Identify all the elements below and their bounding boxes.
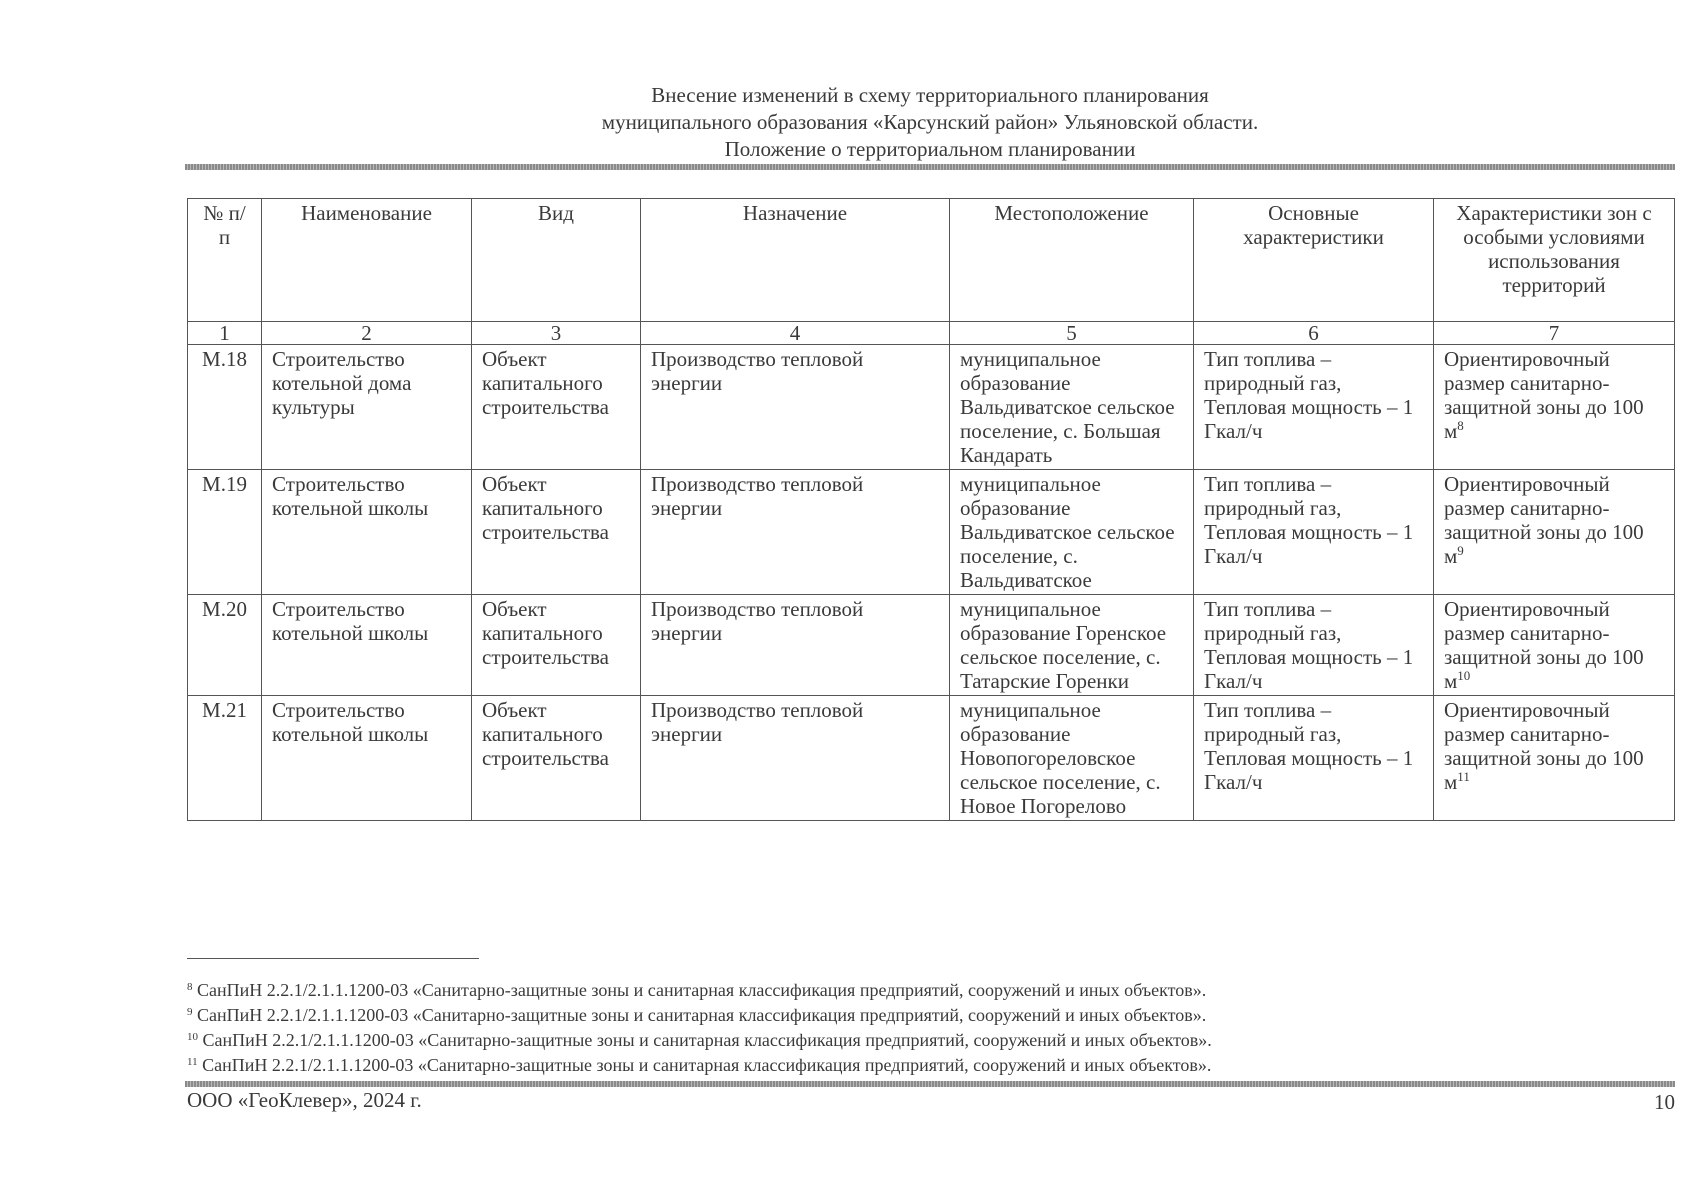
footnote-ref: 8 xyxy=(1457,418,1464,433)
row-characteristics: Тип топлива – природный газ, Тепловая мощность – 1 Гкал/ч xyxy=(1194,595,1434,696)
document-header xyxy=(185,82,1675,163)
footnote-text: СанПиН 2.2.1/2.1.1.1200-03 «Санитарно-защитные зоны и санитарная классификация предприятий, сооружений и иных объектов». xyxy=(202,1030,1212,1050)
header-line-3: Положение о территориальном планировании xyxy=(724,137,1136,161)
row-zone-text: Ориентировочный размер санитарно-защитной зоны до 100 м xyxy=(1444,347,1644,443)
row-type: Объект капитального строительства xyxy=(472,696,641,821)
column-header-purpose: Назначение xyxy=(641,199,950,322)
table-row xyxy=(188,595,1675,696)
footnotes xyxy=(187,978,1667,1078)
column-number: 7 xyxy=(1434,322,1675,345)
footnote xyxy=(187,1028,1667,1053)
column-header-name: Наименование xyxy=(262,199,472,322)
footnote-marker: 11 xyxy=(187,1056,198,1068)
row-location: муниципальное образование Вальдиватское сельское поселение, с. Большая Кандарать xyxy=(950,345,1194,470)
row-purpose: Производство тепловой энергии xyxy=(641,470,950,595)
row-number: М.20 xyxy=(188,595,262,696)
footnote xyxy=(187,1003,1667,1028)
row-zone-text: Ориентировочный размер санитарно-защитной зоны до 100 м xyxy=(1444,698,1644,794)
column-header-characteristics: Основные характеристики xyxy=(1194,199,1434,322)
row-type: Объект капитального строительства xyxy=(472,345,641,470)
row-name: Строительство котельной школы xyxy=(262,696,472,821)
column-number: 4 xyxy=(641,322,950,345)
column-number: 6 xyxy=(1194,322,1434,345)
column-number: 3 xyxy=(472,322,641,345)
row-location: муниципальное образование Вальдиватское сельское поселение, с. Вальдиватское xyxy=(950,470,1194,595)
row-number: М.21 xyxy=(188,696,262,821)
footer-divider xyxy=(185,1081,1675,1087)
table-row xyxy=(188,345,1675,470)
row-name: Строительство котельной школы xyxy=(262,470,472,595)
row-zone xyxy=(1434,696,1675,821)
row-name: Строительство котельной школы xyxy=(262,595,472,696)
footnote-text: СанПиН 2.2.1/2.1.1.1200-03 «Санитарно-защитные зоны и санитарная классификация предприятий, сооружений и иных объектов». xyxy=(197,980,1207,1000)
row-characteristics: Тип топлива – природный газ, Тепловая мощность – 1 Гкал/ч xyxy=(1194,696,1434,821)
column-number: 1 xyxy=(188,322,262,345)
row-purpose: Производство тепловой энергии xyxy=(641,345,950,470)
footnote-ref: 10 xyxy=(1457,668,1471,683)
column-header-num: № п/п xyxy=(188,199,262,322)
table-header-row xyxy=(188,199,1675,322)
table-row xyxy=(188,470,1675,595)
page-number: 10 xyxy=(1654,1090,1675,1114)
footnote-ref: 9 xyxy=(1457,543,1464,558)
column-header-zones: Характеристики зон с особыми условиями использования территорий xyxy=(1434,199,1675,322)
row-purpose: Производство тепловой энергии xyxy=(641,696,950,821)
footer-company: ООО «ГеоКлевер», 2024 г. xyxy=(187,1088,422,1112)
objects-table xyxy=(187,198,1675,821)
column-number-row xyxy=(188,322,1675,345)
footnote-marker: 9 xyxy=(187,1006,193,1018)
row-number: М.19 xyxy=(188,470,262,595)
footnote xyxy=(187,978,1667,1003)
header-divider xyxy=(185,164,1675,170)
row-number: М.18 xyxy=(188,345,262,470)
row-purpose: Производство тепловой энергии xyxy=(641,595,950,696)
column-header-location: Местоположение xyxy=(950,199,1194,322)
row-type: Объект капитального строительства xyxy=(472,595,641,696)
row-location: муниципальное образование Новопогореловское сельское поселение, с. Новое Погорелово xyxy=(950,696,1194,821)
row-characteristics: Тип топлива – природный газ, Тепловая мощность – 1 Гкал/ч xyxy=(1194,345,1434,470)
row-location: муниципальное образование Горенское сельское поселение, с. Татарские Горенки xyxy=(950,595,1194,696)
row-type: Объект капитального строительства xyxy=(472,470,641,595)
footnote-text: СанПиН 2.2.1/2.1.1.1200-03 «Санитарно-защитные зоны и санитарная классификация предприятий, сооружений и иных объектов». xyxy=(202,1055,1212,1075)
footnote xyxy=(187,1053,1667,1078)
footnote-ref: 11 xyxy=(1457,769,1470,784)
header-line-2: муниципального образования «Карсунский район» Ульяновской области. xyxy=(601,110,1259,134)
footnote-marker: 10 xyxy=(187,1031,198,1043)
footnote-marker: 8 xyxy=(187,981,193,993)
row-zone xyxy=(1434,595,1675,696)
column-number: 5 xyxy=(950,322,1194,345)
column-number: 2 xyxy=(262,322,472,345)
row-zone-text: Ориентировочный размер санитарно-защитной зоны до 100 м xyxy=(1444,597,1644,693)
row-zone-text: Ориентировочный размер санитарно-защитной зоны до 100 м xyxy=(1444,472,1644,568)
row-zone xyxy=(1434,345,1675,470)
footnote-text: СанПиН 2.2.1/2.1.1.1200-03 «Санитарно-защитные зоны и санитарная классификация предприятий, сооружений и иных объектов». xyxy=(197,1005,1207,1025)
column-header-type: Вид xyxy=(472,199,641,322)
table-row xyxy=(188,696,1675,821)
row-zone xyxy=(1434,470,1675,595)
row-name: Строительство котельной дома культуры xyxy=(262,345,472,470)
row-characteristics: Тип топлива – природный газ, Тепловая мощность – 1 Гкал/ч xyxy=(1194,470,1434,595)
footnote-separator xyxy=(187,958,479,959)
header-line-1: Внесение изменений в схему территориального планирования xyxy=(651,83,1209,107)
